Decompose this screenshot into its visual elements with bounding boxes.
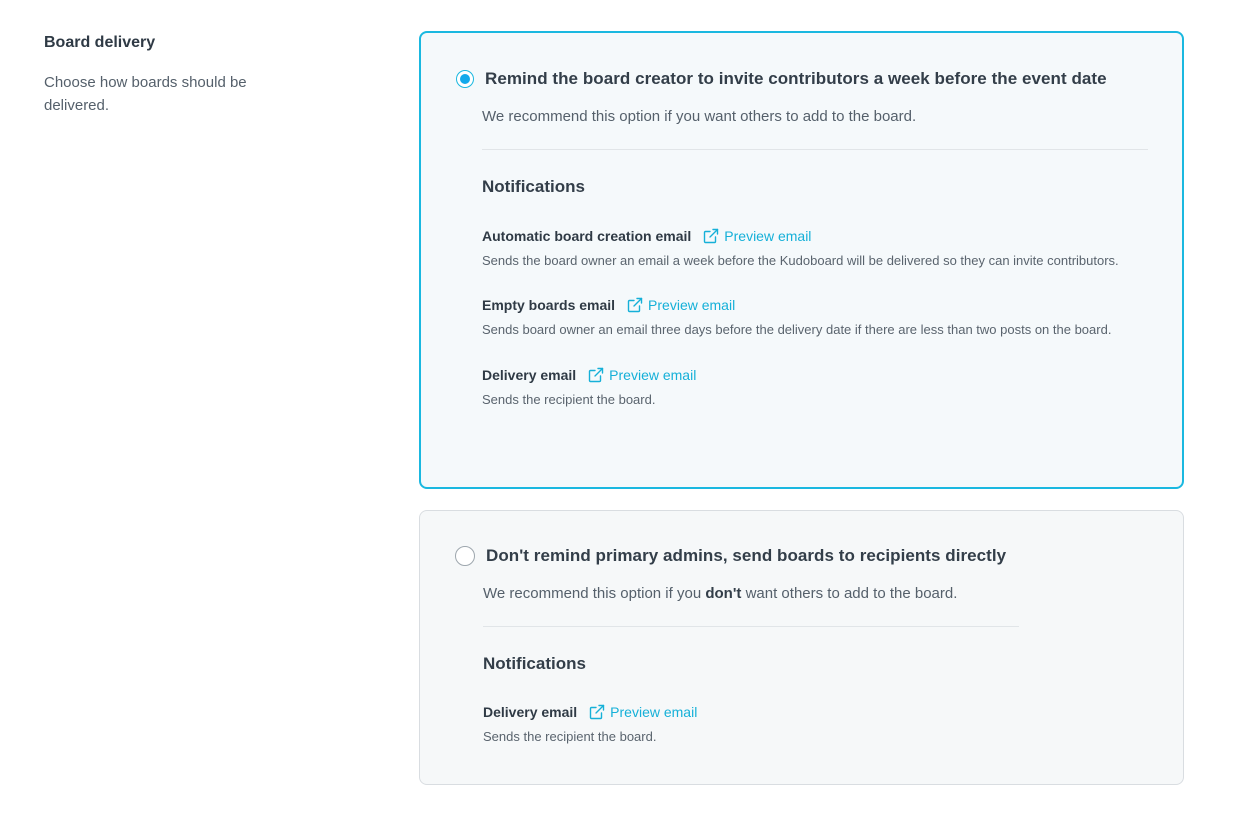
option-recommendation [483,584,1143,604]
preview-email-link[interactable] [588,366,696,384]
notification-description: Sends the board owner an email a week before the Kudoboard will be delivered so they can invite contributors. [482,253,1119,268]
preview-email-label: Preview email [610,704,698,720]
option-card-send-directly[interactable] [419,510,1184,785]
notification-name: Delivery email [483,704,578,720]
option-recommendation: We recommend this option if you want others to add to the board. [482,108,917,125]
section-title: Board delivery [44,34,156,51]
option-card-remind-creator[interactable] [419,31,1184,489]
preview-email-label: Preview email [609,367,697,383]
option-title: Don't remind primary admins, send boards to recipients directly [486,546,1007,565]
option-body [483,584,1143,747]
preview-email-link[interactable] [589,703,697,721]
notification-item [483,703,1143,747]
preview-email-link[interactable] [703,227,811,245]
preview-email-label: Preview email [648,297,736,313]
divider [482,149,1148,150]
external-link-icon [627,297,643,313]
preview-email-label: Preview email [724,228,812,244]
notification-name: Delivery email [482,367,577,383]
notifications-heading: Notifications [482,177,585,196]
recommend-suffix: want others to add to the board. [745,585,958,602]
notification-description: Sends the recipient the board. [482,392,656,407]
notification-item [482,227,1148,271]
notification-description: Sends the recipient the board. [483,729,657,744]
radio-remind-creator[interactable] [456,70,474,88]
board-delivery-section-header [44,33,324,117]
notifications-heading: Notifications [483,654,586,673]
option-header[interactable] [455,546,1006,566]
notification-name: Empty boards email [482,297,616,313]
external-link-icon [588,367,604,383]
notification-description: Sends board owner an email three days before the delivery date if there are less than two posts on the board. [482,322,1112,337]
section-description: Choose how boards should be delivered. [44,74,247,114]
preview-email-link[interactable] [627,296,735,314]
option-title: Remind the board creator to invite contributors a week before the event date [485,69,1107,88]
option-body [482,107,1148,410]
notification-name: Automatic board creation email [482,228,692,244]
notification-item [482,296,1148,340]
external-link-icon [703,228,719,244]
radio-send-directly[interactable] [455,546,475,566]
recommend-prefix: We recommend this option if you [483,585,702,602]
notification-item [482,366,1148,410]
recommend-emphasis: don't [705,585,742,602]
external-link-icon [589,704,605,720]
option-header[interactable] [456,69,1107,89]
divider [483,626,1019,627]
